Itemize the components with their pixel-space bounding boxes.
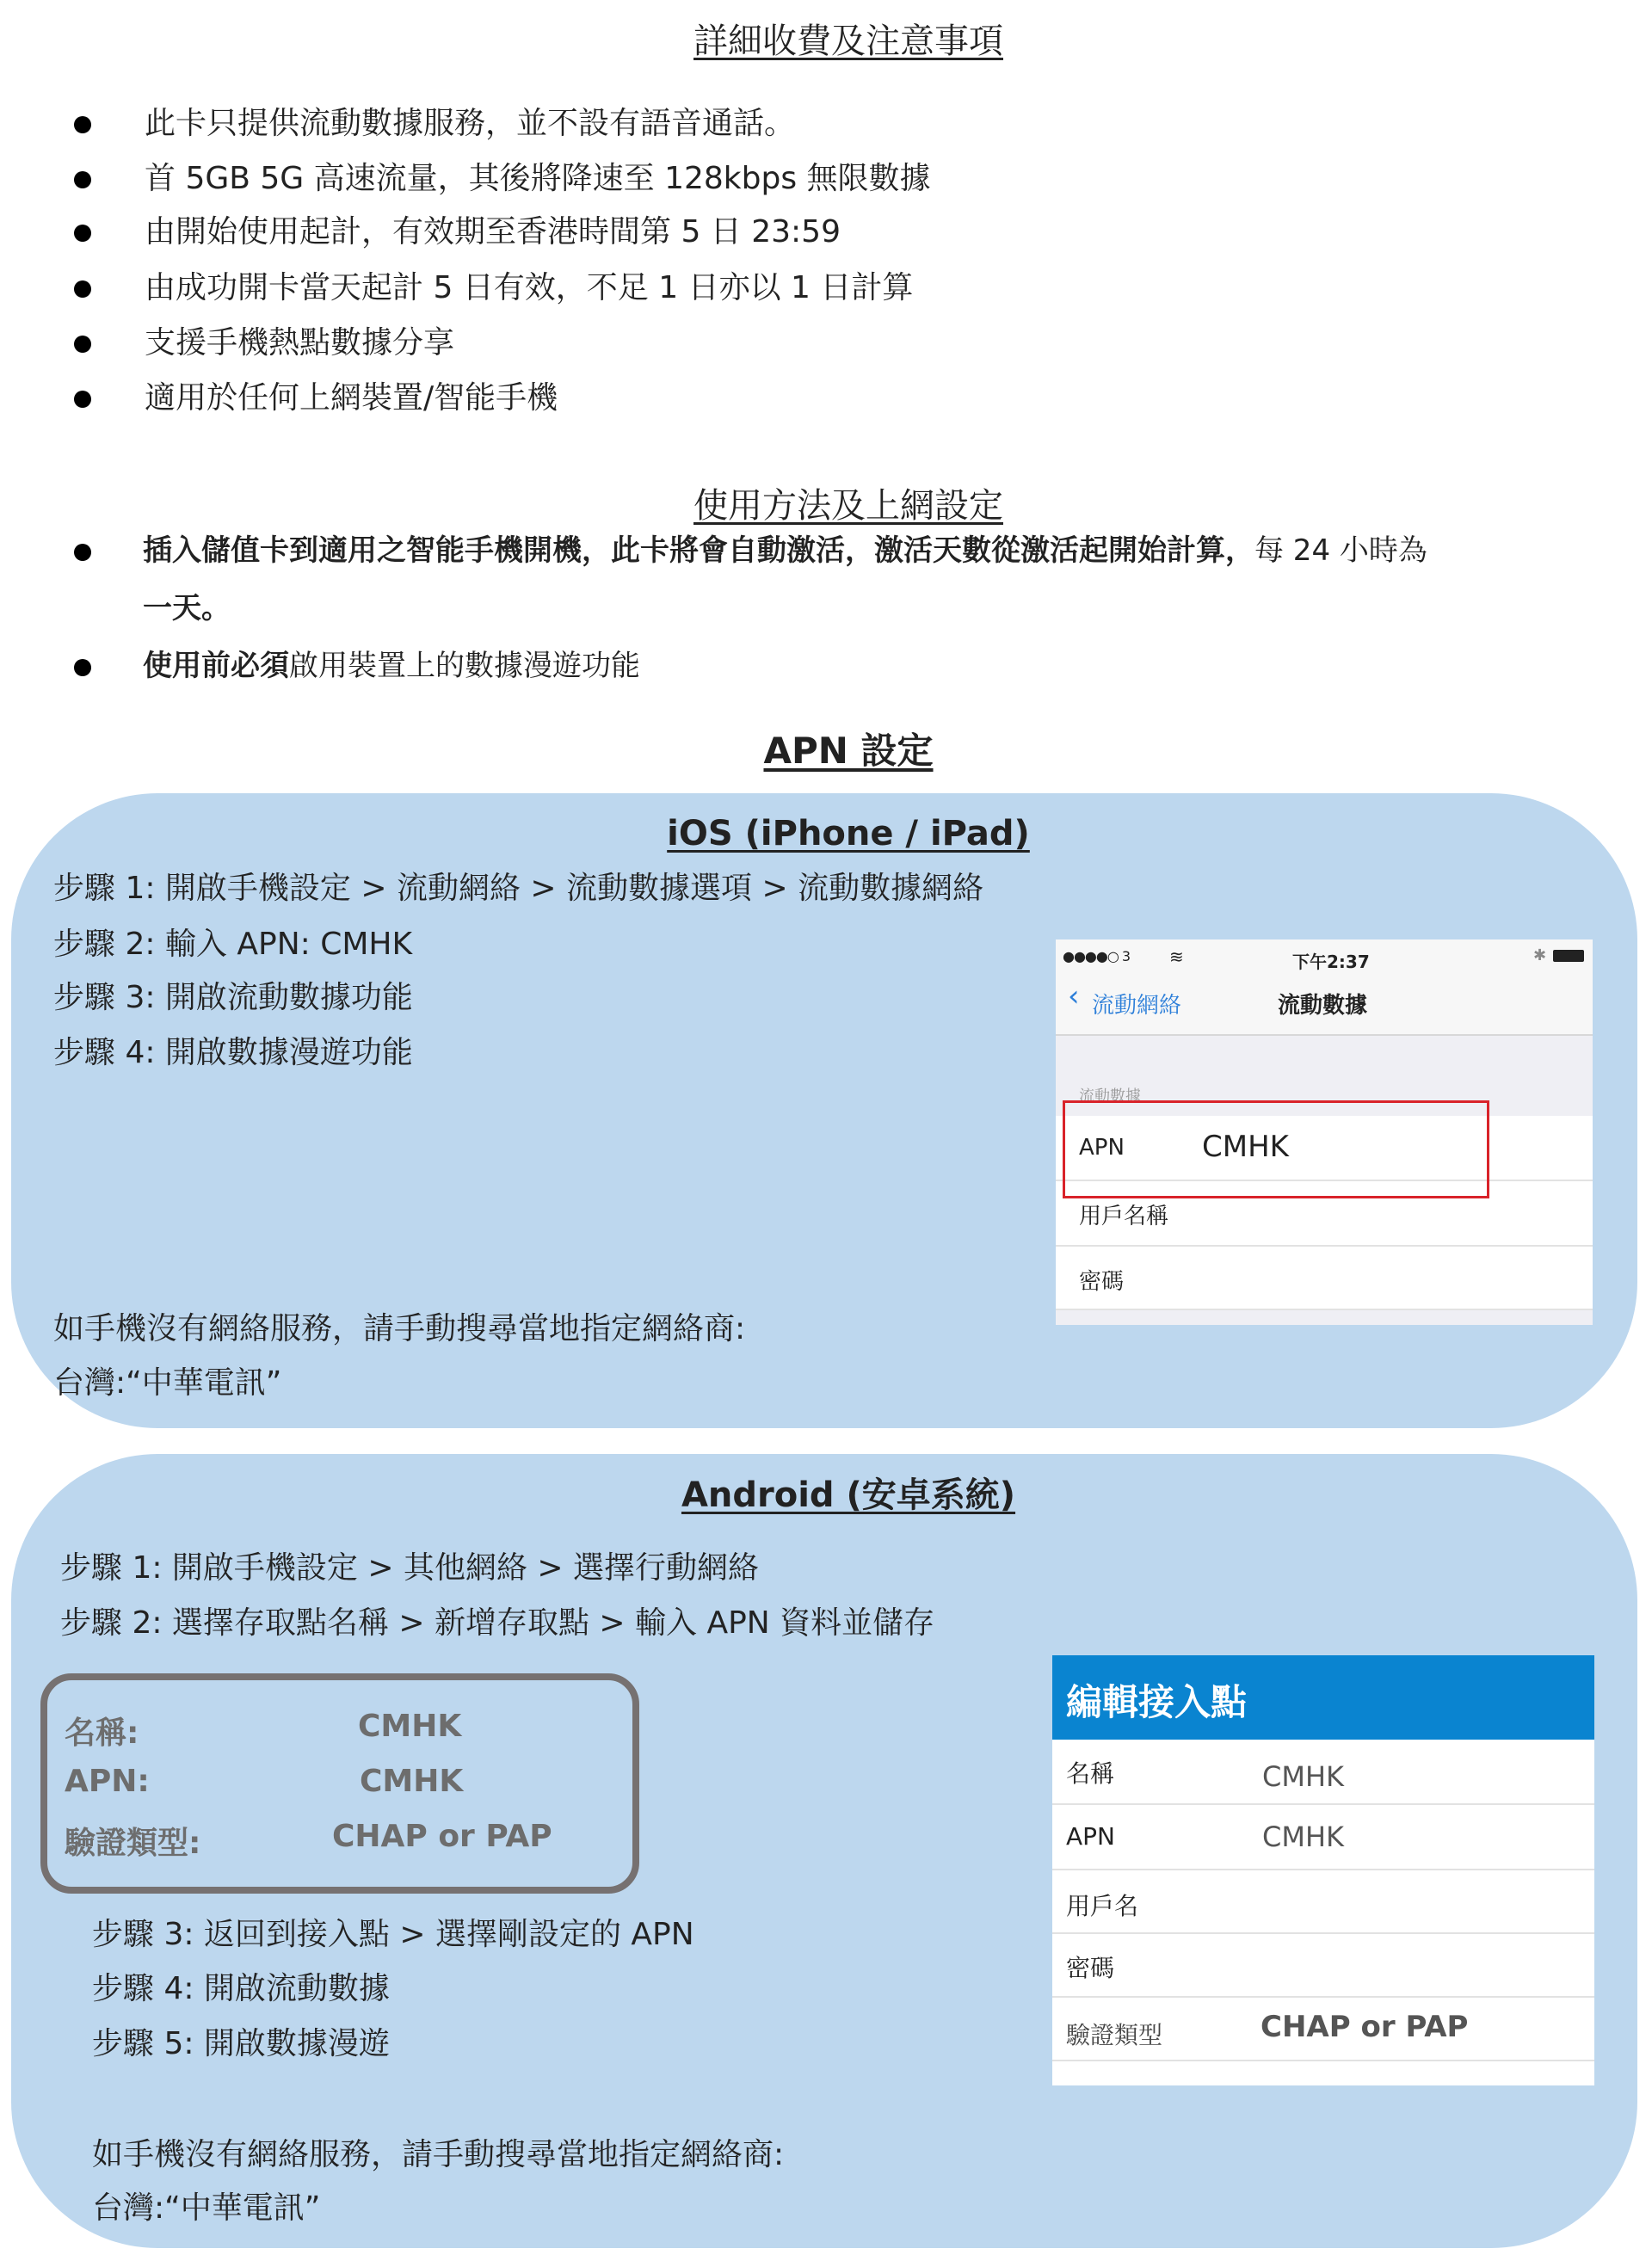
usage-item-1-rest: 每 24 小時為: [1254, 533, 1427, 568]
battery-icon: [1553, 950, 1584, 962]
android-step: 步驟 2: 選擇存取點名稱 > 新增存取點 > 輸入 APN 資料並儲存: [60, 1605, 935, 1641]
bullet-icon: [74, 336, 91, 353]
row-value: CHAP or PAP: [1261, 2010, 1469, 2044]
signal-status: ●●●●○ 3: [1063, 948, 1131, 964]
usage-item-1-bold: 插入儲值卡到適用之智能手機開機，此卡將會自動激活，激活天數從激活起開始計算，: [143, 533, 1254, 568]
back-chevron-icon[interactable]: ‹: [1068, 979, 1080, 1013]
fee-item: 支援手機熱點數據分享: [145, 325, 455, 360]
fee-item: 首 5GB 5G 高速流量，其後將降速至 128kbps 無限數據: [145, 161, 931, 196]
password-label: 密碼: [1079, 1269, 1125, 1295]
setting-value: CHAP or PAP: [332, 1819, 552, 1854]
setting-value: CMHK: [360, 1764, 464, 1799]
fees-title: 詳細收費及注意事項: [693, 22, 1003, 61]
fee-item: 此卡只提供流動數據服務，並不設有語音通話。: [145, 106, 796, 141]
usage-title: 使用方法及上網設定: [693, 486, 1003, 526]
setting-label: 驗證類型:: [65, 1826, 201, 1861]
apn-title-text: APN 設定: [763, 730, 934, 772]
android-note: 如手機沒有網絡服務，請手動搜尋當地指定網絡商:: [92, 2137, 785, 2172]
usage-item-1-cont: 一天。: [143, 591, 231, 625]
usage-item-2: [143, 651, 640, 681]
ios-title: iOS (iPhone / iPad): [667, 814, 1030, 853]
android-title: Android (安卓系統): [681, 1475, 1016, 1515]
apn-row-password[interactable]: [1052, 1934, 1594, 1998]
row-label: 名稱: [1066, 1759, 1115, 1788]
android-step: 步驟 3: 返回到接入點 > 選擇剛設定的 APN: [92, 1917, 694, 1952]
bullet-icon: [74, 116, 91, 133]
row-label: 驗證類型: [1066, 2021, 1163, 2049]
username-label: 用戶名稱: [1079, 1204, 1169, 1229]
android-carrier: 台灣:“中華電訊”: [92, 2190, 321, 2226]
fee-item: 由成功開卡當天起計 5 日有效，不足 1 日亦以 1 日計算: [145, 270, 914, 305]
bullet-icon: [74, 280, 91, 298]
apn-value[interactable]: CMHK: [1202, 1130, 1289, 1164]
back-button[interactable]: 流動網絡: [1092, 993, 1182, 1019]
setting-label: 名稱:: [65, 1716, 139, 1751]
apn-row-name[interactable]: [1052, 1740, 1594, 1805]
usage-item-2-rest: 啟用裝置上的數據漫遊功能: [289, 649, 640, 683]
apn-title: [763, 723, 933, 774]
row-label: APN: [1066, 1822, 1115, 1851]
bullet-icon: [74, 659, 91, 676]
usage-item-2-bold: 使用前必須: [143, 649, 289, 683]
row-value: CMHK: [1262, 1820, 1344, 1853]
ios-carrier: 台灣:“中華電訊”: [53, 1365, 282, 1401]
ios-step: 步驟 4: 開啟數據漫遊功能: [53, 1035, 413, 1070]
bullet-icon: [74, 225, 91, 242]
row-value: CMHK: [1262, 1760, 1344, 1793]
android-step: 步驟 5: 開啟數據漫遊: [92, 2026, 390, 2061]
status-time: 下午2:37: [1292, 952, 1370, 972]
fee-item: 適用於任何上網裝置/智能手機: [145, 380, 558, 416]
android-step: 步驟 1: 開啟手機設定 > 其他網絡 > 選擇行動網絡: [60, 1550, 760, 1586]
wifi-icon: ≋: [1169, 946, 1184, 967]
android-header: [1052, 1655, 1594, 1740]
row-label: 密碼: [1066, 1954, 1115, 1982]
fee-item: 由開始使用起計，有效期至香港時間第 5 日 23:59: [145, 214, 841, 249]
bullet-icon: [74, 171, 91, 188]
row-label: 用戶名: [1066, 1892, 1139, 1920]
password-row[interactable]: [1056, 1247, 1593, 1310]
ios-step: 步驟 2: 輸入 APN: CMHK: [53, 927, 413, 962]
highlight-box: [1063, 1100, 1489, 1198]
usage-item-1: [143, 533, 1427, 568]
android-header-title: 編輯接入點: [1066, 1681, 1248, 1723]
apn-row-apn[interactable]: [1052, 1805, 1594, 1870]
setting-value: CMHK: [358, 1709, 462, 1744]
setting-label: APN:: [65, 1764, 150, 1799]
bluetooth-icon: ✱: [1533, 946, 1547, 964]
bullet-icon: [74, 391, 91, 408]
apn-row-username[interactable]: [1052, 1870, 1594, 1934]
android-step: 步驟 4: 開啟流動數據: [92, 1971, 390, 2006]
bullet-icon: [74, 544, 91, 561]
apn-label: APN: [1079, 1135, 1125, 1161]
nav-title: 流動數據: [1278, 993, 1368, 1019]
section-label: 流動數據: [1079, 1087, 1141, 1106]
ios-note: 如手機沒有網絡服務，請手動搜尋當地指定網絡商:: [53, 1311, 746, 1346]
ios-step: 步驟 3: 開啟流動數據功能: [53, 980, 413, 1015]
ios-screenshot: [1056, 939, 1593, 1325]
ios-step: 步驟 1: 開啟手機設定 > 流動網絡 > 流動數據選項 > 流動數據網絡: [53, 871, 984, 906]
apn-row-auth[interactable]: [1052, 1998, 1594, 2061]
android-screenshot: [1052, 1655, 1594, 2085]
